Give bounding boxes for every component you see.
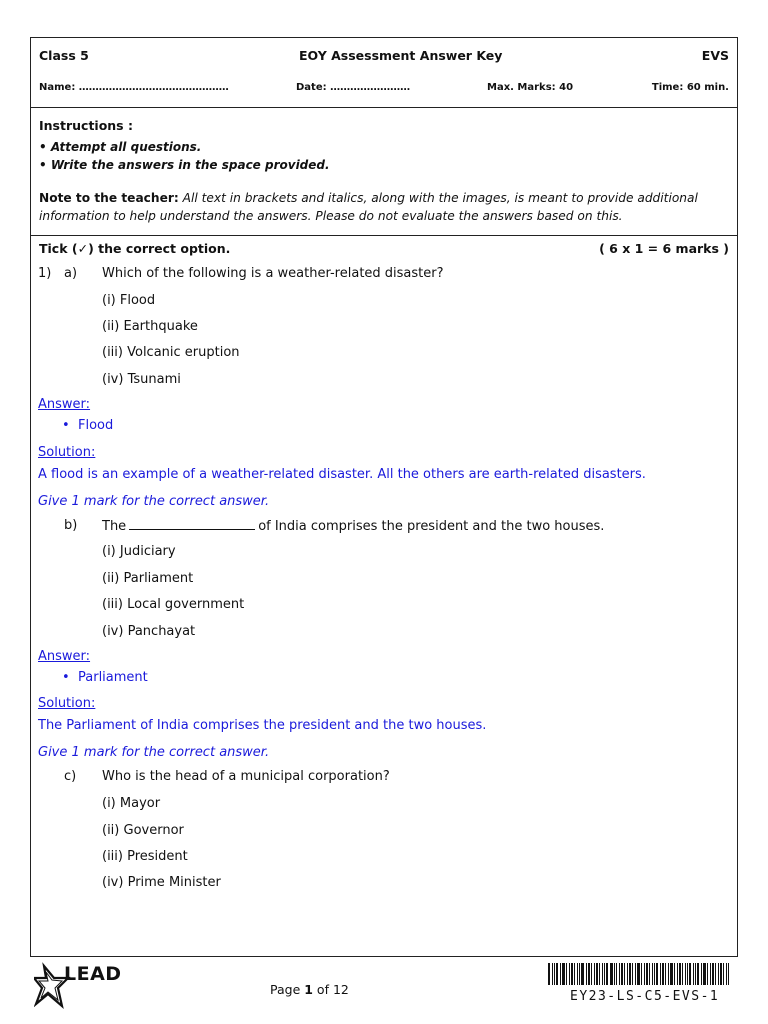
barcode-bar [560, 963, 561, 985]
barcode-bar [604, 963, 605, 985]
logo-text: LEAD [64, 963, 122, 985]
answer-bullet: • [62, 670, 70, 685]
barcode-bar [641, 963, 642, 985]
barcode-bar [632, 963, 633, 985]
barcode-icon [548, 963, 732, 985]
barcode-bar [697, 963, 699, 985]
barcode-bar [581, 963, 584, 985]
barcode-bar [566, 963, 567, 985]
document-code: EY23-LS-C5-EVS-1 [570, 989, 720, 1004]
question-letter: c) [64, 769, 77, 784]
barcode-bar [614, 963, 615, 985]
lead-logo [34, 962, 134, 1010]
marking-note: Give 1 mark for the correct answer. [38, 745, 270, 760]
date-field-label: Date: …………………… [296, 82, 411, 93]
instructions-block [31, 107, 737, 236]
solution-text: The Parliament of India comprises the president and the two houses. [38, 718, 487, 733]
option: (iv) Tsunami [102, 372, 181, 387]
document-title: EOY Assessment Answer Key [299, 48, 503, 63]
instruction-item: • Attempt all questions. [39, 140, 202, 154]
option: (iv) Prime Minister [102, 875, 221, 890]
instruction-item: • Write the answers in the space provided. [39, 158, 330, 172]
barcode-bar [599, 963, 600, 985]
option: (iv) Panchayat [102, 624, 196, 639]
section-marks: ( 6 x 1 = 6 marks ) [599, 241, 729, 256]
max-marks-label: Max. Marks: 40 [487, 82, 574, 93]
barcode-bar [616, 963, 617, 985]
barcode-bar [548, 963, 550, 985]
barcode-bar [707, 963, 708, 985]
question-letter: b) [64, 518, 78, 533]
barcode-bar [718, 963, 719, 985]
barcode-bar [712, 963, 714, 985]
barcode-bar [594, 963, 595, 985]
barcode-bar [674, 963, 675, 985]
option: (i) Flood [102, 293, 156, 308]
teacher-note-label: Note to the teacher: [39, 191, 179, 205]
barcode-bar [556, 963, 558, 985]
barcode-bar [701, 963, 702, 985]
question-text-after: of India comprises the president and the two houses. [258, 519, 605, 534]
answer-value: Parliament [78, 670, 148, 685]
barcode-bar [577, 963, 578, 985]
option: (iii) President [102, 849, 188, 864]
barcode-bar [552, 963, 553, 985]
answer-value: Flood [78, 418, 114, 433]
barcode-bar [610, 963, 613, 985]
barcode-bar [728, 963, 729, 985]
barcode-bar [602, 963, 603, 985]
barcode-bar [652, 963, 653, 985]
barcode-bar [660, 963, 661, 985]
barcode-bar [621, 963, 623, 985]
barcode-bar [579, 963, 580, 985]
barcode-bar [586, 963, 587, 985]
barcode-bar [654, 963, 655, 985]
option: (ii) Governor [102, 823, 184, 838]
fill-blank [129, 518, 255, 530]
class-label: Class 5 [39, 48, 89, 63]
barcode-bar [629, 963, 631, 985]
teacher-note [39, 189, 729, 225]
page-total: of 12 [312, 982, 349, 997]
section-title: Tick (✓) the correct option. [39, 241, 231, 256]
solution-text: A flood is an example of a weather-related disaster. All the others are earth-related disasters. [38, 467, 646, 482]
option: (ii) Earthquake [102, 319, 198, 334]
barcode-bar [596, 963, 598, 985]
teacher-note-text: All text in brackets and italics, along with the images, is meant to provide additional information to help understand the answers. Please do not evaluate the answers based on this. [39, 191, 698, 223]
barcode-bar [689, 963, 691, 985]
marking-note: Give 1 mark for the correct answer. [38, 494, 270, 509]
barcode-bar [569, 963, 570, 985]
barcode-bar [574, 963, 575, 985]
barcode-bar [591, 963, 592, 985]
barcode-bar [726, 963, 727, 985]
barcode-bar [649, 963, 650, 985]
page-prefix: Page [270, 982, 305, 997]
barcode-bar [695, 963, 696, 985]
option: (iii) Local government [102, 597, 245, 612]
solution-label: Solution: [38, 696, 96, 711]
page-number [270, 982, 349, 997]
barcode-bar [619, 963, 620, 985]
barcode-bar [682, 963, 683, 985]
question-number: 1) [38, 266, 52, 281]
option: (iii) Volcanic eruption [102, 345, 240, 360]
barcode-bar [703, 963, 706, 985]
barcode-bar [656, 963, 658, 985]
barcode-bar [644, 963, 645, 985]
barcode-bar [562, 963, 565, 985]
barcode-bar [685, 963, 686, 985]
barcode-bar [715, 963, 716, 985]
instructions-title: Instructions : [39, 118, 133, 133]
subject-label: EVS [701, 48, 729, 63]
barcode-bar [665, 963, 666, 985]
barcode-bar [637, 963, 640, 985]
header-block [31, 38, 737, 108]
option: (i) Mayor [102, 796, 161, 811]
answer-label: Answer: [38, 397, 91, 412]
option: (ii) Parliament [102, 571, 194, 586]
barcode-bar [670, 963, 673, 985]
barcode-bar [723, 963, 724, 985]
solution-label: Solution: [38, 445, 96, 460]
barcode-bar [710, 963, 711, 985]
header-row-title [39, 48, 729, 66]
barcode-bar [635, 963, 636, 985]
barcode-bar [693, 963, 694, 985]
page-current: 1 [304, 982, 313, 997]
barcode-bar [571, 963, 573, 985]
barcode-bar [646, 963, 648, 985]
question-letter: a) [64, 266, 78, 281]
header-row-details [39, 82, 729, 96]
barcode-bar [720, 963, 722, 985]
answer-label: Answer: [38, 649, 91, 664]
barcode-bar [624, 963, 625, 985]
barcode-bar [687, 963, 688, 985]
barcode-bar [606, 963, 608, 985]
answer-bullet: • [62, 418, 70, 433]
option: (i) Judiciary [102, 544, 176, 559]
barcode-bar [588, 963, 590, 985]
question-text [102, 518, 604, 534]
barcode-bar [662, 963, 664, 985]
barcode-bar [554, 963, 555, 985]
question-text: Which of the following is a weather-related disaster? [102, 266, 444, 281]
barcode-bar [627, 963, 628, 985]
barcode-bar [679, 963, 681, 985]
name-field-label: Name: ……………………………………… [39, 82, 229, 93]
time-label: Time: 60 min. [651, 82, 729, 93]
barcode-bar [668, 963, 669, 985]
question-text-before: The [102, 519, 127, 534]
barcode-bar [677, 963, 678, 985]
question-text: Who is the head of a municipal corporation? [102, 769, 390, 784]
